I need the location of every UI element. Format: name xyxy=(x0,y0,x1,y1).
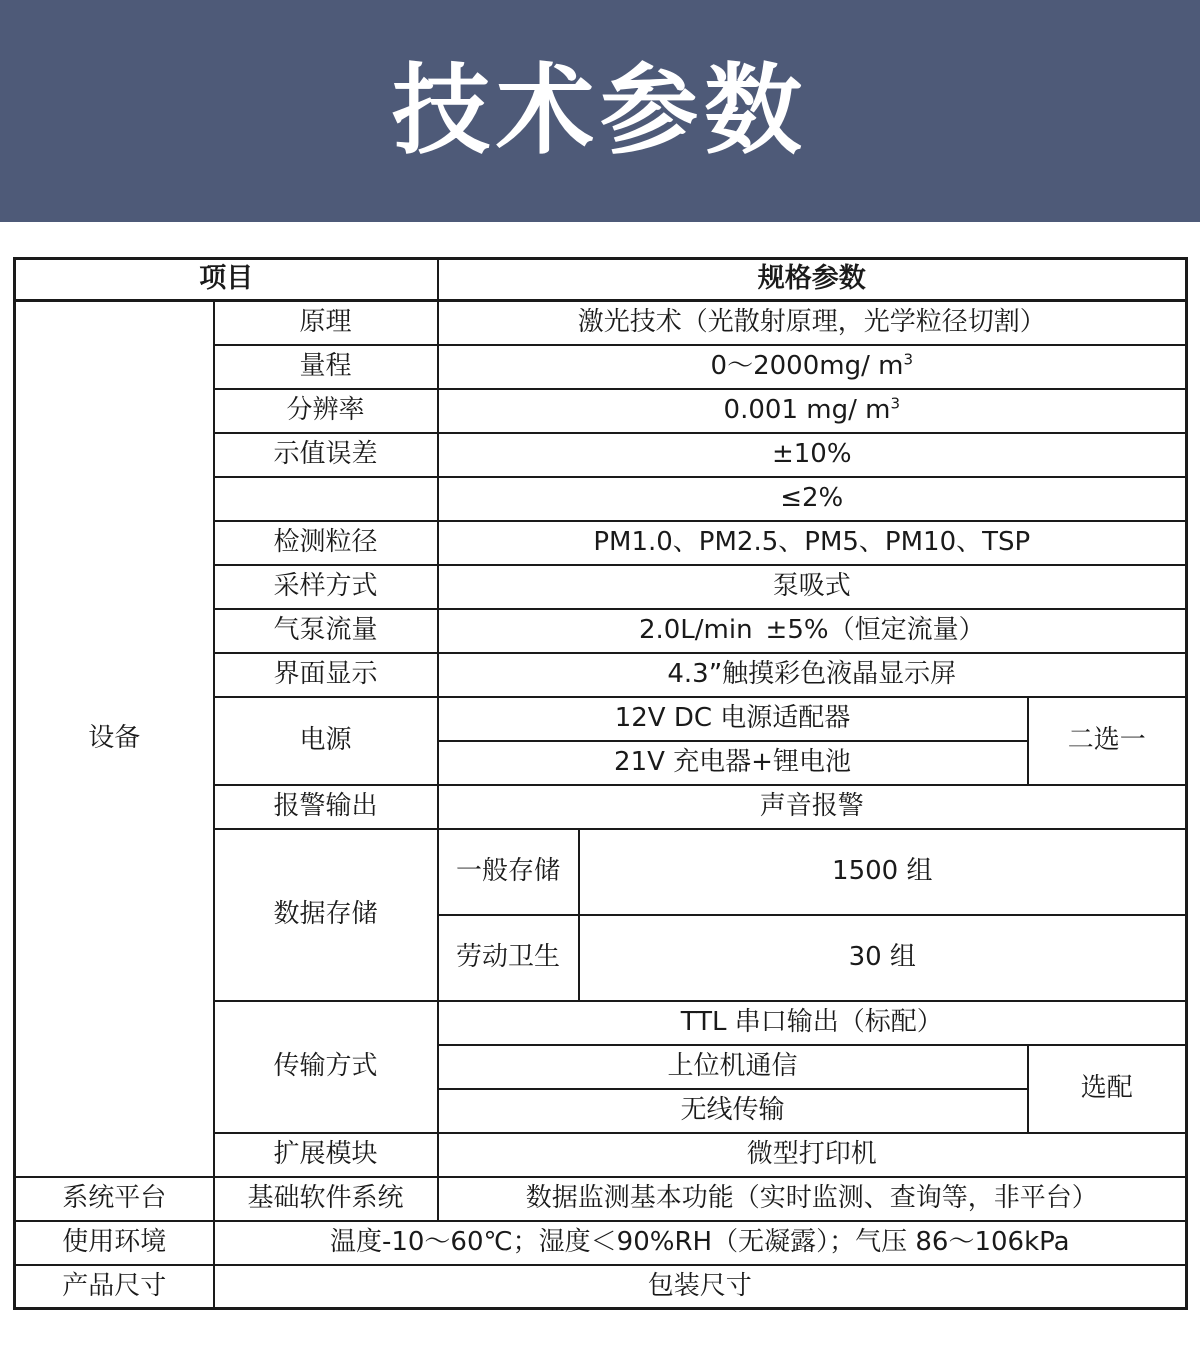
alarm-output-label: 报警输出 xyxy=(214,785,438,829)
power-note: 二选一 xyxy=(1028,697,1187,785)
header-spec: 规格参数 xyxy=(438,259,1187,301)
expansion-module-value: 微型打印机 xyxy=(438,1133,1187,1177)
spec-table xyxy=(13,257,1188,1310)
resolution-value-text: 0.001 mg/ m xyxy=(723,394,891,425)
operating-environment-value: 温度-10～60℃；湿度＜90%RH（无凝露）；气压 86～106kPa xyxy=(214,1221,1187,1265)
particle-sizes-value: PM1.0、PM2.5、PM5、PM10、TSP xyxy=(438,521,1187,565)
pump-flow-value: 2.0L/min ±5%（恒定流量） xyxy=(438,609,1187,653)
row-product-dimensions xyxy=(15,1265,1187,1309)
range-superscript: 3 xyxy=(903,350,913,369)
resolution-value xyxy=(438,389,1187,433)
system-platform-value: 数据监测基本功能（实时监测、查询等，非平台） xyxy=(438,1177,1187,1221)
repeatability-value: ≤2% xyxy=(438,477,1187,521)
sampling-mode-value: 泵吸式 xyxy=(438,565,1187,609)
indication-error-value: ±10% xyxy=(438,433,1187,477)
transmission-label: 传输方式 xyxy=(214,1001,438,1133)
resolution-label: 分辨率 xyxy=(214,389,438,433)
row-operating-environment xyxy=(15,1221,1187,1265)
particle-sizes-label: 检测粒径 xyxy=(214,521,438,565)
range-label: 量程 xyxy=(214,345,438,389)
system-platform-group: 系统平台 xyxy=(15,1177,214,1221)
storage-occupational-value: 30 组 xyxy=(579,915,1187,1001)
row-system-platform xyxy=(15,1177,1187,1221)
display-value: 4.3”触摸彩色液晶显示屏 xyxy=(438,653,1187,697)
product-dimensions-value: 包装尺寸 xyxy=(214,1265,1187,1309)
sampling-mode-label: 采样方式 xyxy=(214,565,438,609)
power-option2-value: 21V 充电器+锂电池 xyxy=(438,741,1028,785)
range-value xyxy=(438,345,1187,389)
principle-label: 原理 xyxy=(214,301,438,345)
indication-error-label: 示值误差 xyxy=(214,433,438,477)
device-group-cell: 设备 xyxy=(15,301,214,1177)
title-banner xyxy=(0,0,1200,222)
power-option1-value: 12V DC 电源适配器 xyxy=(438,697,1028,741)
transmission-option2-value: 无线传输 xyxy=(438,1089,1028,1133)
expansion-module-label: 扩展模块 xyxy=(214,1133,438,1177)
system-platform-label: 基础软件系统 xyxy=(214,1177,438,1221)
storage-general-label: 一般存储 xyxy=(438,829,579,915)
product-dimensions-group: 产品尺寸 xyxy=(15,1265,214,1309)
range-value-text: 0～2000mg/ m xyxy=(710,350,904,381)
principle-value: 激光技术（光散射原理，光学粒径切割） xyxy=(438,301,1187,345)
transmission-option1-value: 上位机通信 xyxy=(438,1045,1028,1089)
storage-general-value: 1500 组 xyxy=(579,829,1187,915)
pump-flow-label: 气泵流量 xyxy=(214,609,438,653)
table-header-row xyxy=(15,259,1187,301)
storage-occupational-label: 劳动卫生 xyxy=(438,915,579,1001)
alarm-output-value: 声音报警 xyxy=(438,785,1187,829)
row-principle xyxy=(15,301,1187,345)
transmission-standard-value: TTL 串口输出（标配） xyxy=(438,1001,1187,1045)
page-title: 技术参数 xyxy=(391,54,808,168)
header-item: 项目 xyxy=(15,259,438,301)
transmission-note: 选配 xyxy=(1028,1045,1187,1133)
repeatability-label xyxy=(214,477,438,521)
display-label: 界面显示 xyxy=(214,653,438,697)
resolution-superscript: 3 xyxy=(890,394,900,413)
power-label: 电源 xyxy=(214,697,438,785)
data-storage-label: 数据存储 xyxy=(214,829,438,1001)
operating-environment-group: 使用环境 xyxy=(15,1221,214,1265)
